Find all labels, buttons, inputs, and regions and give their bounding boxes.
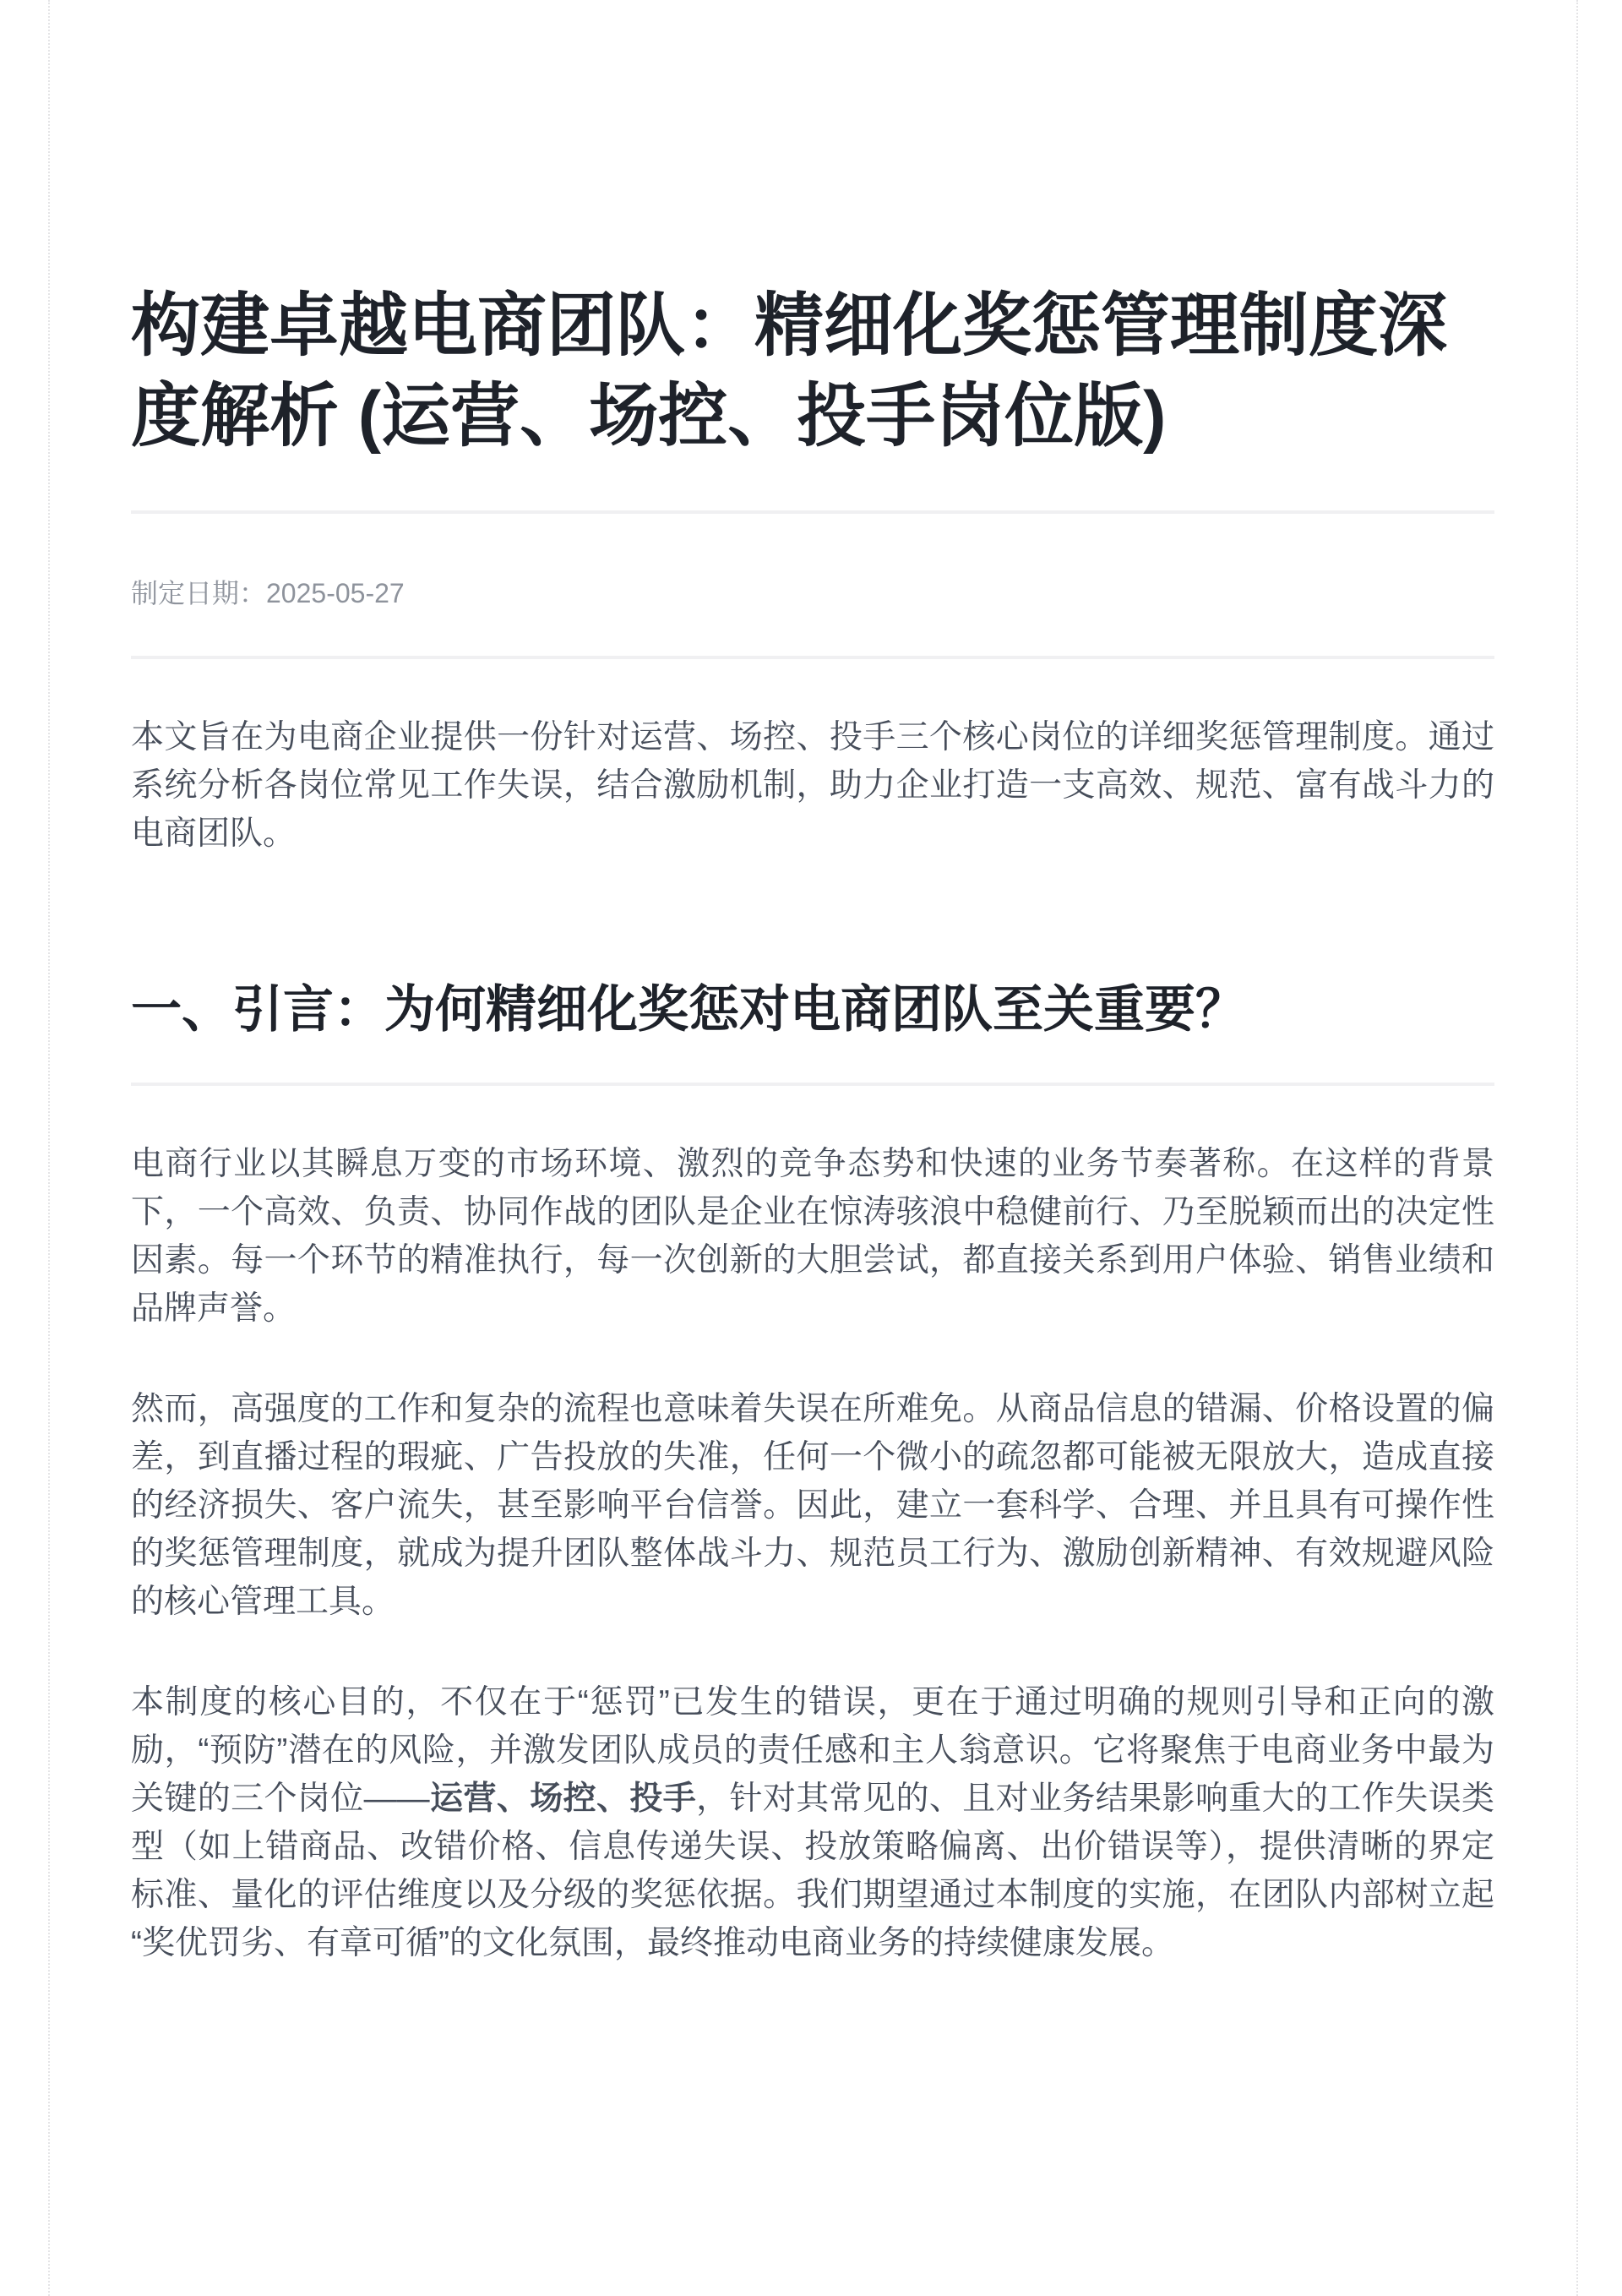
divider-above-date xyxy=(131,510,1494,514)
doc-date: 制定日期：2025-05-27 xyxy=(131,578,405,608)
key-roles-bold-text: 运营、场控、投手 xyxy=(429,1781,697,1817)
intro-paragraph: 本文旨在为电商企业提供一份针对运营、场控、投手三个核心岗位的详细奖惩管理制度。通过系统分析各岗位常见工作失误，结合激励机制，助力企业打造一支高效、规范、富有战斗力的电商团队。 xyxy=(131,719,1494,852)
paragraph-3-text-after: ，针对其常见的、且对业务结果影响重大的工作失误类型（如上错商品、改错价格、信息传递失误、投放策略偏离、出价错误等），提供清晰的界定标准、量化的评估维度以及分级的奖惩依据。我们期望通过本制度的实施，在团队内部树立起“奖优罚劣、有章可循”的文化氛围，最终推动电商业务的持续健康发展。 xyxy=(131,1781,1494,1961)
page-boundary-guide-left xyxy=(48,0,50,2296)
document-body xyxy=(131,0,1494,1967)
section1-paragraph-1: 电商行业以其瞬息万变的市场环境、激烈的竞争态势和快速的业务节奏著称。在这样的背景下，一个高效、负责、协同作战的团队是企业在惊涛骇浪中稳健前行、乃至脱颖而出的决定性因素。每一个环节的精准执行，每一次创新的大胆尝试，都直接关系到用户体验、销售业绩和品牌声誉。 xyxy=(131,1146,1494,1327)
divider-below-date xyxy=(131,656,1494,659)
page-title: 构建卓越电商团队：精细化奖惩管理制度深度解析 (运营、场控、投手岗位版) xyxy=(131,287,1448,455)
section-heading-introduction: 一、引言：为何精细化奖惩对电商团队至关重要？ xyxy=(131,981,1246,1038)
section1-paragraph-2: 然而，高强度的工作和复杂的流程也意味着失误在所难免。从商品信息的错漏、价格设置的偏差，到直播过程的瑕疵、广告投放的失准，任何一个微小的疏忽都可能被无限放大，造成直接的经济损失、客户流失，甚至影响平台信誉。因此，建立一套科学、合理、并且具有可操作性的奖惩管理制度，就成为提升团队整体战斗力、规范员工行为、激励创新精神、有效规避风险的核心管理工具。 xyxy=(131,1391,1494,1620)
section1-paragraph-3 xyxy=(131,1678,1494,1967)
paragraph-3-text-before: 本制度的核心目的，不仅在于“惩罚”已发生的错误，更在于通过明确的规则引导和正向的激励，“预防”潜在的风险，并激发团队成员的责任感和主人翁意识。它将聚焦于电商业务中最为关键的三个岗位—— xyxy=(131,1684,1494,1817)
divider-below-heading xyxy=(131,1083,1494,1086)
page-boundary-guide-right xyxy=(1576,0,1578,2296)
